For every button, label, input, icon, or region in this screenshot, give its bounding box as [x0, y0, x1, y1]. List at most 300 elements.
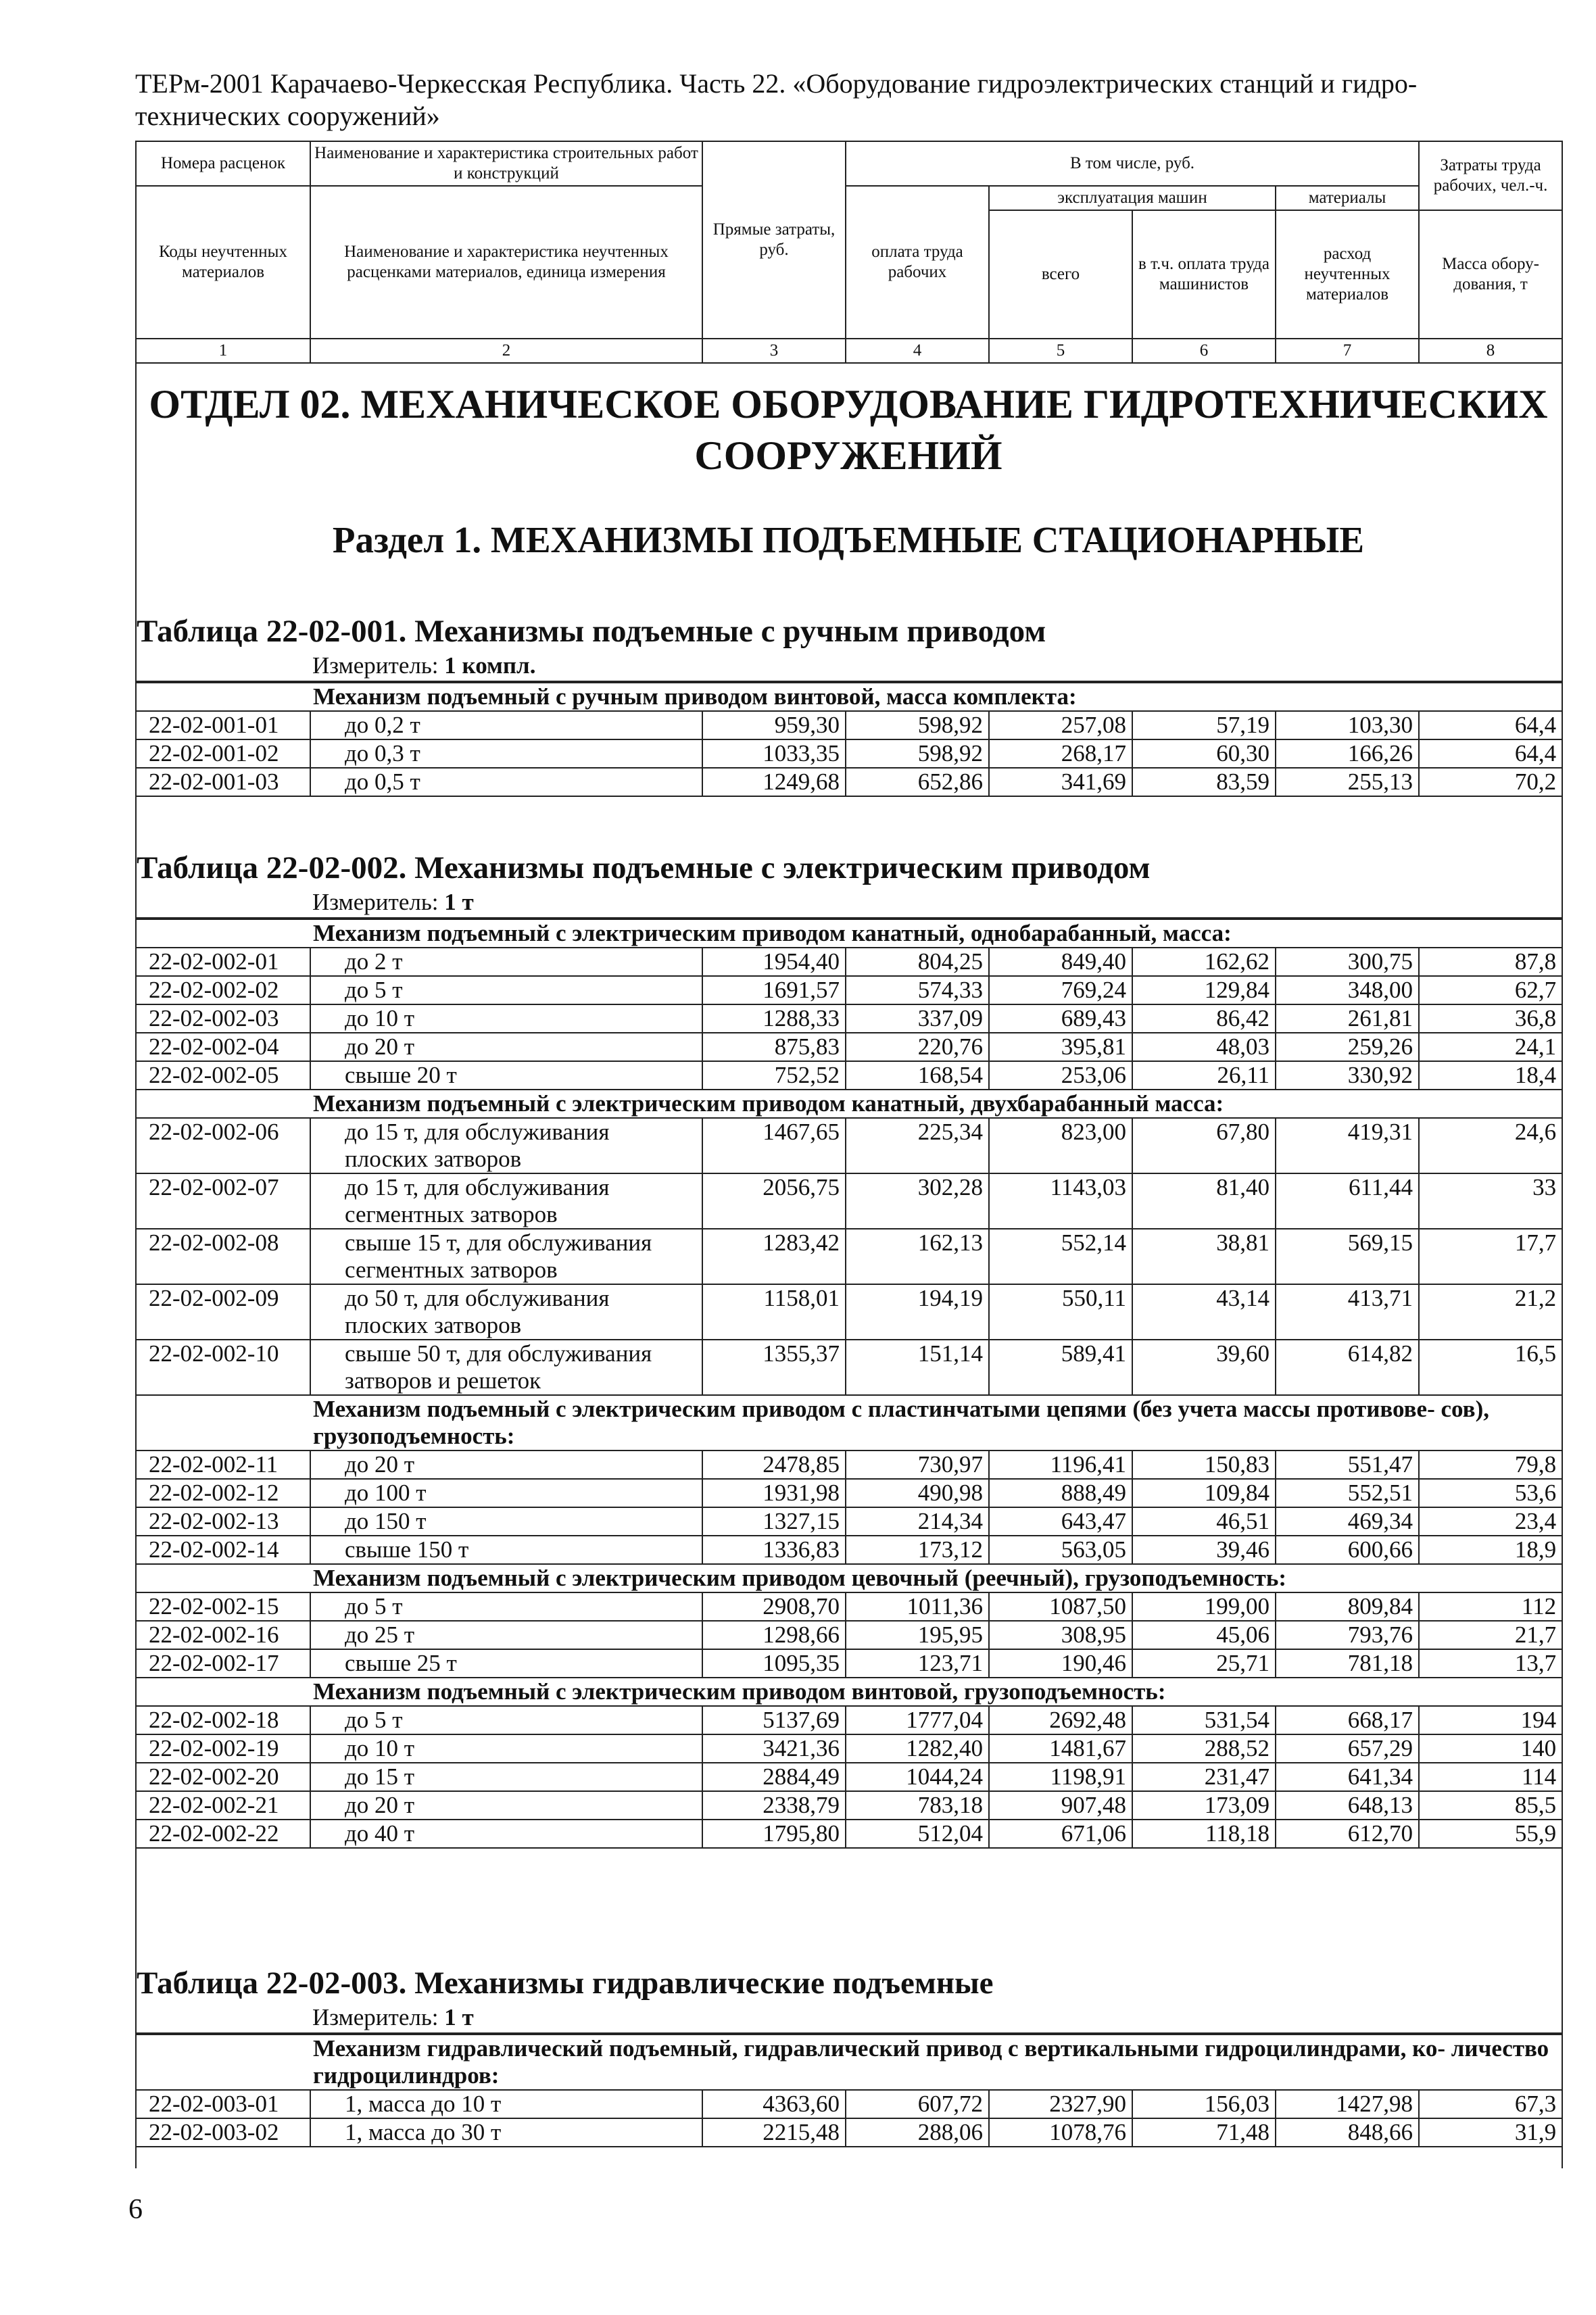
value-hours: 36,8	[1419, 1004, 1562, 1033]
value-mat: 1427,98	[1276, 2090, 1419, 2118]
rate-code: 22-02-003-02	[136, 2118, 310, 2147]
table-row	[136, 2090, 1562, 2118]
rate-name: до 5 т	[310, 1706, 702, 1734]
value-labor: 1777,04	[846, 1706, 989, 1734]
value-mach-labor: 38,81	[1132, 1229, 1276, 1284]
table-row	[136, 976, 1562, 1004]
value-mat: 612,70	[1276, 1820, 1419, 1848]
rate-code: 22-02-002-08	[136, 1229, 310, 1284]
table-unit	[135, 2003, 1562, 2034]
value-mach-labor: 48,03	[1132, 1033, 1276, 1061]
value-mat: 611,44	[1276, 1173, 1419, 1229]
rate-code: 22-02-002-20	[136, 1763, 310, 1791]
rate-code: 22-02-002-10	[136, 1340, 310, 1395]
value-labor: 214,34	[846, 1507, 989, 1536]
value-labor: 288,06	[846, 2118, 989, 2147]
value-direct: 1931,98	[702, 1479, 846, 1507]
value-mach-labor: 83,59	[1132, 768, 1276, 796]
value-labor: 598,92	[846, 739, 989, 768]
value-direct: 1691,57	[702, 976, 846, 1004]
col-number-8: 8	[1419, 339, 1562, 363]
rate-name: до 0,2 т	[310, 711, 702, 739]
value-direct: 752,52	[702, 1061, 846, 1090]
value-mat: 300,75	[1276, 948, 1419, 976]
table-row	[136, 711, 1562, 739]
col2-header-bottom: Наименование и характеристика неучтенных расценками материалов, единица измерения	[310, 186, 702, 339]
value-labor: 151,14	[846, 1340, 989, 1395]
value-direct: 959,30	[702, 711, 846, 739]
value-mach: 341,69	[989, 768, 1132, 796]
group-title: Механизм подъемный с ручным приводом винтовой, масса комплекта:	[310, 683, 1562, 711]
value-mach: 552,14	[989, 1229, 1132, 1284]
value-mach: 1143,03	[989, 1173, 1132, 1229]
value-labor: 574,33	[846, 976, 989, 1004]
value-mach: 550,11	[989, 1284, 1132, 1340]
value-mat: 781,18	[1276, 1649, 1419, 1678]
rate-code: 22-02-002-19	[136, 1734, 310, 1763]
value-mat: 166,26	[1276, 739, 1419, 768]
value-mach-labor: 46,51	[1132, 1507, 1276, 1536]
group-row	[136, 1564, 1562, 1592]
value-mach: 257,08	[989, 711, 1132, 739]
value-mach-labor: 288,52	[1132, 1734, 1276, 1763]
value-direct: 5137,69	[702, 1706, 846, 1734]
group-row	[136, 1090, 1562, 1118]
value-mat: 348,00	[1276, 976, 1419, 1004]
rate-name: 1, масса до 10 т	[310, 2090, 702, 2118]
group-title: Механизм подъемный с электрическим приводом канатный, однобарабанный, масса:	[310, 919, 1562, 948]
value-mach-labor: 25,71	[1132, 1649, 1276, 1678]
col5-header: всего	[989, 210, 1132, 339]
value-hours: 194	[1419, 1706, 1562, 1734]
table-row	[136, 1507, 1562, 1536]
materials-header: материалы	[1276, 186, 1419, 210]
value-mat: 255,13	[1276, 768, 1419, 796]
value-mach-labor: 67,80	[1132, 1118, 1276, 1173]
value-mach-labor: 57,19	[1132, 711, 1276, 739]
col3-header: Прямые затраты, руб.	[702, 141, 846, 339]
rate-name: до 50 т, для обслуживания плоских затворов	[310, 1284, 702, 1340]
rate-code: 22-02-002-06	[136, 1118, 310, 1173]
value-mach-labor: 129,84	[1132, 976, 1276, 1004]
value-hours: 24,6	[1419, 1118, 1562, 1173]
value-mach-labor: 86,42	[1132, 1004, 1276, 1033]
value-hours: 18,4	[1419, 1061, 1562, 1090]
rate-name: свыше 15 т, для обслуживания сегментных затворов	[310, 1229, 702, 1284]
value-hours: 79,8	[1419, 1451, 1562, 1479]
table-row	[136, 2118, 1562, 2147]
value-mach-labor: 531,54	[1132, 1706, 1276, 1734]
value-mach: 1078,76	[989, 2118, 1132, 2147]
group-row	[136, 683, 1562, 711]
col6-header: в т.ч. оплата труда машинистов	[1132, 210, 1276, 339]
value-mach-labor: 45,06	[1132, 1621, 1276, 1649]
rate-name: до 10 т	[310, 1734, 702, 1763]
page-number: 6	[128, 2194, 143, 2225]
unit-label: Измеритель:	[312, 652, 445, 679]
value-mach: 589,41	[989, 1340, 1132, 1395]
value-mat: 809,84	[1276, 1592, 1419, 1621]
rate-code: 22-02-002-11	[136, 1451, 310, 1479]
col-number-4: 4	[846, 339, 989, 363]
rate-name: до 20 т	[310, 1033, 702, 1061]
running-header: ТЕРм-2001 Карачаево-Черкесская Республика. Часть 22. «Оборудование гидроэлектрических станций и гидро- технических сооружений»	[135, 68, 1418, 131]
value-mat: 657,29	[1276, 1734, 1419, 1763]
group-lead	[136, 1395, 310, 1451]
value-mat: 614,82	[1276, 1340, 1419, 1395]
value-direct: 1795,80	[702, 1820, 846, 1848]
value-hours: 21,2	[1419, 1284, 1562, 1340]
value-mach-labor: 39,60	[1132, 1340, 1276, 1395]
table-row	[136, 768, 1562, 796]
value-mach: 1196,41	[989, 1451, 1132, 1479]
col7-header: расход неучтенных материалов	[1276, 210, 1419, 339]
value-mach-labor: 81,40	[1132, 1173, 1276, 1229]
value-labor: 804,25	[846, 948, 989, 976]
group-lead	[136, 1678, 310, 1706]
group-row	[136, 1395, 1562, 1451]
table-row	[136, 1118, 1562, 1173]
rate-code: 22-02-002-07	[136, 1173, 310, 1229]
group-lead	[136, 683, 310, 711]
value-labor: 302,28	[846, 1173, 989, 1229]
value-mach: 563,05	[989, 1536, 1132, 1564]
value-labor: 194,19	[846, 1284, 989, 1340]
group-title: Механизм гидравлический подъемный, гидравлический привод с вертикальными гидроцилиндрами, ко- личество гидроцилиндров:	[310, 2034, 1562, 2090]
value-hours: 53,6	[1419, 1479, 1562, 1507]
rate-code: 22-02-002-13	[136, 1507, 310, 1536]
col-number-5: 5	[989, 339, 1132, 363]
rate-code: 22-02-002-03	[136, 1004, 310, 1033]
value-mach: 190,46	[989, 1649, 1132, 1678]
value-direct: 3421,36	[702, 1734, 846, 1763]
table-row	[136, 1004, 1562, 1033]
value-direct: 2884,49	[702, 1763, 846, 1791]
unit-value: 1 компл.	[444, 652, 536, 679]
value-labor: 1282,40	[846, 1734, 989, 1763]
value-labor: 225,34	[846, 1118, 989, 1173]
value-mach: 823,00	[989, 1118, 1132, 1173]
value-labor: 512,04	[846, 1820, 989, 1848]
value-mat: 419,31	[1276, 1118, 1419, 1173]
rate-name: свыше 50 т, для обслуживания затворов и решеток	[310, 1340, 702, 1395]
value-mach: 1481,67	[989, 1734, 1132, 1763]
table-row	[136, 739, 1562, 768]
value-mach: 395,81	[989, 1033, 1132, 1061]
table-row	[136, 1621, 1562, 1649]
table-row	[136, 1229, 1562, 1284]
value-hours: 87,8	[1419, 948, 1562, 976]
rate-name: до 15 т, для обслуживания плоских затворов	[310, 1118, 702, 1173]
rate-name: свыше 20 т	[310, 1061, 702, 1090]
value-mat: 330,92	[1276, 1061, 1419, 1090]
column-header-table	[135, 141, 1563, 364]
value-mat: 600,66	[1276, 1536, 1419, 1564]
value-labor: 730,97	[846, 1451, 989, 1479]
value-hours: 21,7	[1419, 1621, 1562, 1649]
table-row	[136, 1340, 1562, 1395]
value-hours: 140	[1419, 1734, 1562, 1763]
value-mat: 848,66	[1276, 2118, 1419, 2147]
table-row	[136, 1284, 1562, 1340]
value-direct: 1288,33	[702, 1004, 846, 1033]
value-mach-labor: 156,03	[1132, 2090, 1276, 2118]
value-hours: 85,5	[1419, 1791, 1562, 1820]
rate-code: 22-02-002-16	[136, 1621, 310, 1649]
machines-header: эксплуатация машин	[989, 186, 1276, 210]
value-mach-labor: 43,14	[1132, 1284, 1276, 1340]
value-direct: 1467,65	[702, 1118, 846, 1173]
value-direct: 2056,75	[702, 1173, 846, 1229]
rate-grid	[135, 682, 1563, 797]
rate-code: 22-02-001-03	[136, 768, 310, 796]
value-labor: 1044,24	[846, 1763, 989, 1791]
value-hours: 112	[1419, 1592, 1562, 1621]
group-lead	[136, 1090, 310, 1118]
value-hours: 64,4	[1419, 739, 1562, 768]
value-hours: 55,9	[1419, 1820, 1562, 1848]
value-direct: 1298,66	[702, 1621, 846, 1649]
group-title: Механизм подъемный с электрическим приводом цевочный (реечный), грузоподъемность:	[310, 1564, 1562, 1592]
table-row	[136, 1763, 1562, 1791]
value-hours: 17,7	[1419, 1229, 1562, 1284]
table-row	[136, 1791, 1562, 1820]
group-title: Механизм подъемный с электрическим приводом винтовой, грузоподъемность:	[310, 1678, 1562, 1706]
table-caption: Таблица 22-02-003. Механизмы гидравлические подъемные	[137, 1966, 994, 2001]
rate-name: до 0,5 т	[310, 768, 702, 796]
value-direct: 1158,01	[702, 1284, 846, 1340]
rate-code: 22-02-002-15	[136, 1592, 310, 1621]
value-direct: 1355,37	[702, 1340, 846, 1395]
value-hours: 13,7	[1419, 1649, 1562, 1678]
value-hours: 31,9	[1419, 2118, 1562, 2147]
in-that-header: В том числе, руб.	[846, 141, 1419, 186]
value-labor: 598,92	[846, 711, 989, 739]
value-mach-labor: 71,48	[1132, 2118, 1276, 2147]
value-mat: 551,47	[1276, 1451, 1419, 1479]
rate-code: 22-02-003-01	[136, 2090, 310, 2118]
value-hours: 70,2	[1419, 768, 1562, 796]
rate-name: до 20 т	[310, 1791, 702, 1820]
col-number-7: 7	[1276, 339, 1419, 363]
value-labor: 1011,36	[846, 1592, 989, 1621]
rate-name: до 20 т	[310, 1451, 702, 1479]
rate-name: до 15 т, для обслуживания сегментных затворов	[310, 1173, 702, 1229]
table-row	[136, 1173, 1562, 1229]
value-labor: 652,86	[846, 768, 989, 796]
rate-code: 22-02-001-02	[136, 739, 310, 768]
value-direct: 2215,48	[702, 2118, 846, 2147]
value-hours: 18,9	[1419, 1536, 1562, 1564]
col-number-6: 6	[1132, 339, 1276, 363]
value-mat: 552,51	[1276, 1479, 1419, 1507]
table-row	[136, 1033, 1562, 1061]
value-mach-labor: 39,46	[1132, 1536, 1276, 1564]
value-direct: 1336,83	[702, 1536, 846, 1564]
col4-header: оплата труда рабочих	[846, 186, 989, 339]
rate-name: до 15 т	[310, 1763, 702, 1791]
col-number-3: 3	[702, 339, 846, 363]
table-row	[136, 1451, 1562, 1479]
table-caption: Таблица 22-02-001. Механизмы подъемные с ручным приводом	[137, 614, 1046, 649]
value-direct: 1954,40	[702, 948, 846, 976]
rate-code: 22-02-002-02	[136, 976, 310, 1004]
value-labor: 173,12	[846, 1536, 989, 1564]
value-direct: 875,83	[702, 1033, 846, 1061]
group-row	[136, 919, 1562, 948]
rate-table	[135, 612, 1562, 797]
rate-name: до 150 т	[310, 1507, 702, 1536]
value-mat: 413,71	[1276, 1284, 1419, 1340]
value-mach: 888,49	[989, 1479, 1132, 1507]
rate-table	[135, 1964, 1562, 2147]
value-mach-labor: 118,18	[1132, 1820, 1276, 1848]
rate-name: до 0,3 т	[310, 739, 702, 768]
value-hours: 114	[1419, 1763, 1562, 1791]
value-hours: 33	[1419, 1173, 1562, 1229]
value-direct: 1249,68	[702, 768, 846, 796]
unit-value: 1 т	[444, 889, 474, 915]
section-title: Раздел 1. МЕХАНИЗМЫ ПОДЪЕМНЫЕ СТАЦИОНАРНЫЕ	[332, 519, 1365, 560]
table-caption: Таблица 22-02-002. Механизмы подъемные с электрическим приводом	[137, 850, 1151, 885]
table-row	[136, 1536, 1562, 1564]
value-labor: 168,54	[846, 1061, 989, 1090]
value-direct: 1095,35	[702, 1649, 846, 1678]
rate-code: 22-02-002-04	[136, 1033, 310, 1061]
value-mat: 469,34	[1276, 1507, 1419, 1536]
rate-code: 22-02-002-05	[136, 1061, 310, 1090]
value-direct: 1283,42	[702, 1229, 846, 1284]
value-mach: 268,17	[989, 739, 1132, 768]
value-hours: 64,4	[1419, 711, 1562, 739]
value-mach: 689,43	[989, 1004, 1132, 1033]
rate-code: 22-02-002-12	[136, 1479, 310, 1507]
value-mat: 648,13	[1276, 1791, 1419, 1820]
value-hours: 62,7	[1419, 976, 1562, 1004]
value-mach-labor: 173,09	[1132, 1791, 1276, 1820]
value-mach: 643,47	[989, 1507, 1132, 1536]
value-direct: 2338,79	[702, 1791, 846, 1820]
rate-code: 22-02-002-17	[136, 1649, 310, 1678]
value-labor: 607,72	[846, 2090, 989, 2118]
col-number-2: 2	[310, 339, 702, 363]
value-labor: 220,76	[846, 1033, 989, 1061]
value-labor: 123,71	[846, 1649, 989, 1678]
rate-name: до 5 т	[310, 1592, 702, 1621]
value-mach: 253,06	[989, 1061, 1132, 1090]
table-unit	[135, 651, 1562, 682]
value-labor: 337,09	[846, 1004, 989, 1033]
value-mach: 2327,90	[989, 2090, 1132, 2118]
value-mach: 308,95	[989, 1621, 1132, 1649]
rate-grid	[135, 919, 1563, 1849]
value-mat: 569,15	[1276, 1229, 1419, 1284]
group-lead	[136, 2034, 310, 2090]
value-mach: 907,48	[989, 1791, 1132, 1820]
value-hours: 23,4	[1419, 1507, 1562, 1536]
value-mach: 671,06	[989, 1820, 1132, 1848]
group-lead	[136, 1564, 310, 1592]
rate-table	[135, 848, 1562, 1849]
value-mach: 849,40	[989, 948, 1132, 976]
col2-header-top: Наименование и характеристика строительных работ и конструкций	[310, 141, 702, 186]
col8-header-top: Затраты труда рабочих, чел.-ч.	[1419, 141, 1562, 210]
value-mach: 769,24	[989, 976, 1132, 1004]
rate-code: 22-02-002-18	[136, 1706, 310, 1734]
rate-name: до 5 т	[310, 976, 702, 1004]
value-mach-labor: 199,00	[1132, 1592, 1276, 1621]
table-row	[136, 1706, 1562, 1734]
value-mach-labor: 109,84	[1132, 1479, 1276, 1507]
value-direct: 2908,70	[702, 1592, 846, 1621]
rate-code: 22-02-002-14	[136, 1536, 310, 1564]
rate-code: 22-02-002-22	[136, 1820, 310, 1848]
rate-name: свыше 25 т	[310, 1649, 702, 1678]
value-labor: 195,95	[846, 1621, 989, 1649]
value-mach: 1087,50	[989, 1592, 1132, 1621]
value-mach-labor: 26,11	[1132, 1061, 1276, 1090]
value-mat: 668,17	[1276, 1706, 1419, 1734]
unit-label: Измеритель:	[312, 889, 445, 915]
value-labor: 490,98	[846, 1479, 989, 1507]
table-unit	[135, 887, 1562, 919]
value-labor: 783,18	[846, 1791, 989, 1820]
value-mach: 2692,48	[989, 1706, 1132, 1734]
unit-value: 1 т	[444, 2004, 474, 2030]
rate-code: 22-02-001-01	[136, 711, 310, 739]
col-number-1: 1	[136, 339, 310, 363]
value-direct: 2478,85	[702, 1451, 846, 1479]
table-row	[136, 1820, 1562, 1848]
group-title: Механизм подъемный с электрическим приводом канатный, двухбарабанный масса:	[310, 1090, 1562, 1118]
value-labor: 162,13	[846, 1229, 989, 1284]
rate-name: до 25 т	[310, 1621, 702, 1649]
value-mach-labor: 60,30	[1132, 739, 1276, 768]
table-row	[136, 1649, 1562, 1678]
rate-code: 22-02-002-21	[136, 1791, 310, 1820]
rate-name: до 100 т	[310, 1479, 702, 1507]
value-mach: 1198,91	[989, 1763, 1132, 1791]
group-title: Механизм подъемный с электрическим приводом с пластинчатыми цепями (без учета массы противове- сов), грузоподъемность:	[310, 1395, 1562, 1451]
table-row	[136, 1592, 1562, 1621]
unit-label: Измеритель:	[312, 2004, 445, 2030]
department-title: ОТДЕЛ 02. МЕХАНИЧЕСКОЕ ОБОРУДОВАНИЕ ГИДРОТЕХНИЧЕСКИХ СООРУЖЕНИЙ	[149, 382, 1548, 478]
value-mat: 261,81	[1276, 1004, 1419, 1033]
group-lead	[136, 919, 310, 948]
group-row	[136, 2034, 1562, 2090]
value-direct: 1327,15	[702, 1507, 846, 1536]
table-row	[136, 948, 1562, 976]
rate-name: 1, масса до 30 т	[310, 2118, 702, 2147]
value-mat: 259,26	[1276, 1033, 1419, 1061]
col8-header-bottom: Масса обору- дования, т	[1419, 210, 1562, 339]
rate-name: до 40 т	[310, 1820, 702, 1848]
value-mach-labor: 150,83	[1132, 1451, 1276, 1479]
value-hours: 24,1	[1419, 1033, 1562, 1061]
rate-name: свыше 150 т	[310, 1536, 702, 1564]
table-row	[136, 1734, 1562, 1763]
value-mach-labor: 162,62	[1132, 948, 1276, 976]
table-row	[136, 1479, 1562, 1507]
table-row	[136, 1061, 1562, 1090]
value-direct: 4363,60	[702, 2090, 846, 2118]
rate-name: до 2 т	[310, 948, 702, 976]
rate-code: 22-02-002-01	[136, 948, 310, 976]
rate-name: до 10 т	[310, 1004, 702, 1033]
value-mach-labor: 231,47	[1132, 1763, 1276, 1791]
value-hours: 16,5	[1419, 1340, 1562, 1395]
group-row	[136, 1678, 1562, 1706]
